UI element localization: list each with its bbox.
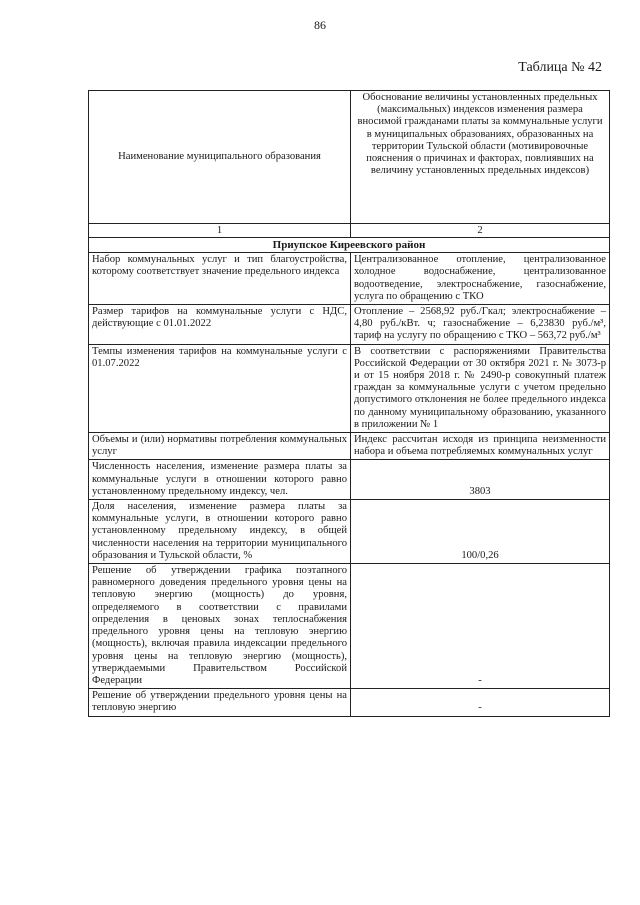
table-label: Таблица № 42: [518, 60, 602, 75]
row-value-services-set: Централизованное отопление, централизованное холодное водоснабжение, централизованное водоотведение, электроснабжение, газоснабжение, услуга по обращению с ТКО: [351, 253, 610, 305]
header-col-justification: Обоснование величины установленных предельных (максимальных) индексов изменения размера вносимой гражданами платы за коммунальные услуги в муниципальных образованиях, образованных на территории Тульской области (мотивировочные пояснения о причинах и факторах, повлиявших на величину установленных предельных индексов): [351, 91, 610, 224]
page-number: 86: [314, 18, 326, 32]
row-value-heat-schedule-decision: -: [351, 564, 610, 689]
column-number-row: [89, 224, 610, 238]
row-label-population: Численность населения, изменение размера платы за коммунальные услуги в отношении которого равно установленному предельному индексу, чел.: [89, 460, 351, 500]
column-number-2: 2: [351, 224, 610, 238]
section-title: Приупское Киреевского район: [89, 238, 610, 253]
row-label-heat-schedule-decision: Решение об утверждении графика поэтапного равномерного доведения предельного уровня цены на тепловую энергию (мощность) до уровня, определяемого в соответствии с правилами определения в ценовых зонах теплоснабжения предельного уровня цены на тепловую энергию (мощность), включая правила индексации предельного уровня цены на тепловую энергию (мощность), утверждаемыми Правительством Российской Федерации: [89, 564, 351, 689]
table-row: [89, 460, 610, 500]
header-col-name: Наименование муниципального образования: [89, 91, 351, 224]
row-label-heat-price-decision: Решение об утверждении предельного уровня цены на тепловую энергию: [89, 689, 351, 716]
table-row: [89, 305, 610, 345]
row-label-tariffs: Размер тарифов на коммунальные услуги с НДС, действующие с 01.01.2022: [89, 305, 351, 345]
row-label-services-set: Набор коммунальных услуг и тип благоустройства, которому соответствует значение предельного индекса: [89, 253, 351, 305]
row-value-heat-price-decision: -: [351, 689, 610, 716]
table-row: [89, 433, 610, 460]
section-row: [89, 238, 610, 253]
table-row: [89, 253, 610, 305]
table-row: [89, 564, 610, 689]
row-value-population: 3803: [351, 460, 610, 500]
row-label-tariff-change-rate: Темпы изменения тарифов на коммунальные услуги с 01.07.2022: [89, 344, 351, 432]
row-value-tariffs: Отопление – 2568,92 руб./Гкал; электроснабжение – 4,80 руб./кВт. ч; газоснабжение – 6,23830 руб./м³, тариф на услугу по обращению с ТКО – 563,72 руб./м³: [351, 305, 610, 345]
row-value-tariff-change-rate: В соответствии с распоряжениями Правительства Российской Федерации от 30 октября 2021 г. № 3073-р и от 15 ноября 2018 г. № 2490-р совокупный платеж граждан за коммунальные услуги с учетом предельно допустимого отклонения не более предельного индекса по данному муниципальному образованию, указанного в приложении № 1: [351, 344, 610, 432]
row-value-consumption: Индекс рассчитан исходя из принципа неизменности набора и объема потребляемых коммунальных услуг: [351, 433, 610, 460]
justification-table: [88, 90, 610, 717]
column-number-1: 1: [89, 224, 351, 238]
table-row: [89, 344, 610, 432]
row-label-population-share: Доля населения, изменение размера платы за коммунальные услуги, в отношении которого равно установленному предельному индексу, в общей численности населения на территории муниципального образования и Тульской области, %: [89, 500, 351, 564]
row-value-population-share: 100/0,26: [351, 500, 610, 564]
table-row: [89, 500, 610, 564]
table-row: [89, 689, 610, 716]
row-label-consumption: Объемы и (или) нормативы потребления коммунальных услуг: [89, 433, 351, 460]
table-header-row: [89, 91, 610, 224]
